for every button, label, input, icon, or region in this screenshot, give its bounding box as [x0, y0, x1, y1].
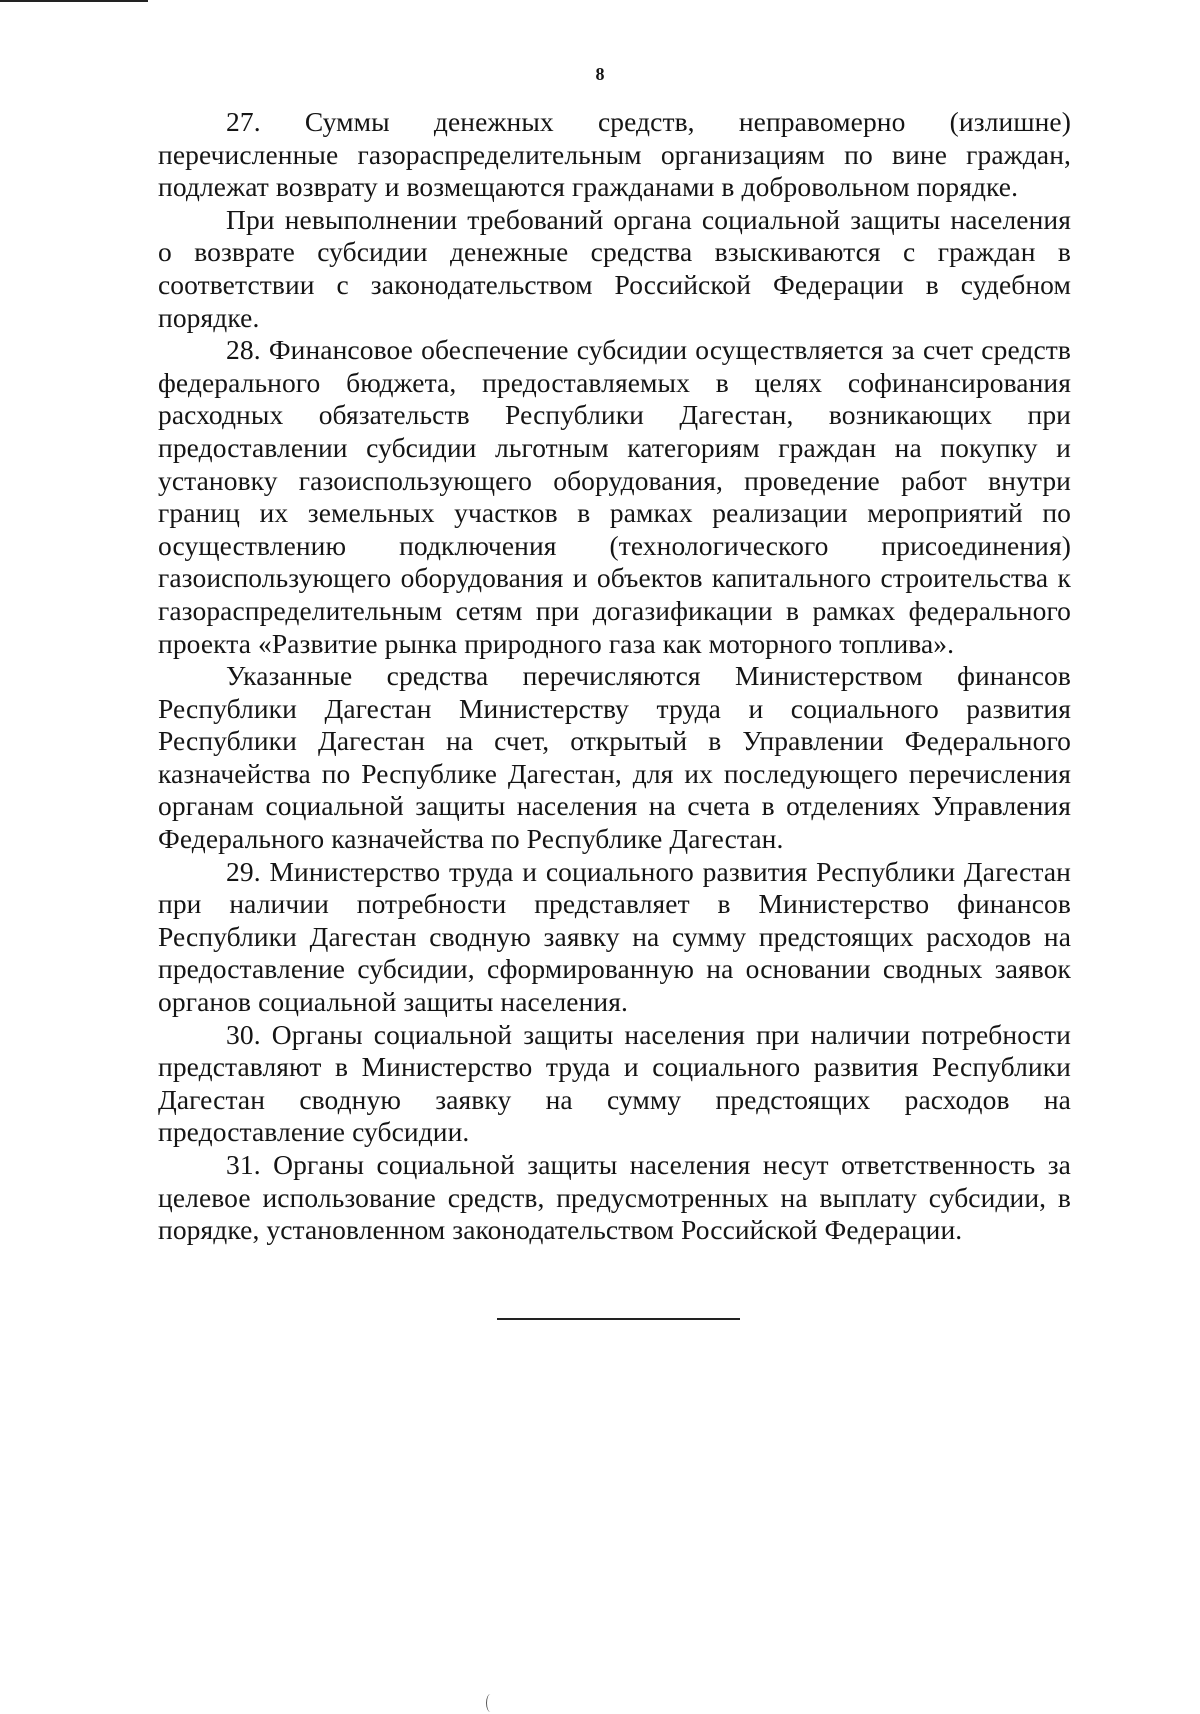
- paragraph-27: 27. Суммы денежных средств, неправомерно (излишне) перечисленные газораспределительным организациям по вине граждан, подлежат возврату и возмещаются гражданами в добровольном порядке.: [158, 106, 1071, 203]
- paragraph-31: 31. Органы социальной защиты населения несут ответственность за целевое использование средств, предусмотренных на выплату субсидии, в порядке, установленном законодательством Российской Федерации.: [158, 1149, 1071, 1246]
- scan-edge-line: [0, 0, 148, 2]
- paragraph-28: 28. Финансовое обеспечение субсидии осуществляется за счет средств федерального бюджета, предоставляемых в целях софинансирования расходных обязательств Республики Дагестан, возникающих при предоставлении субсидии льготным категориям граждан на покупку и установку газоиспользующего оборудования, проведение работ внутри границ их земельных участков в рамках реализации мероприятий по осуществлению подключения (технологического присоединения) газоиспользующего оборудования и объектов капитального строительства к газораспределительным сетям при догазификации в рамках федерального проекта «Развитие рынка природного газа как моторного топлива».: [158, 334, 1071, 659]
- paragraph-30: 30. Органы социальной защиты населения при наличии потребности представляют в Министерство труда и социального развития Республики Дагестан сводную заявку на сумму предстоящих расходов на предоставление субсидии.: [158, 1018, 1071, 1148]
- paragraph-28-continuation: Указанные средства перечисляются Министерством финансов Республики Дагестан Министерству труда и социального развития Республики Дагестан на счет, открытый в Управлении Федерального казначейства по Республике Дагестан, для их последующего перечисления органам социальной защиты населения на счета в отделениях Управления Федерального казначейства по Республике Дагестан.: [158, 660, 1071, 855]
- paragraph-29: 29. Министерство труда и социального развития Республики Дагестан при наличии потребности представляет в Министерство финансов Республики Дагестан сводную заявку на сумму предстоящих расходов на предоставление субсидии, сформированную на основании сводных заявок органов социальной защиты населения.: [158, 855, 1071, 1018]
- page-number: 8: [595, 64, 605, 84]
- paragraph-27-continuation: При невыполнении требований органа социальной защиты населения о возврате субсидии денежные средства взыскиваются с граждан в соответствии с законодательством Российской Федерации в судебном порядке.: [158, 203, 1071, 333]
- end-of-document-rule: [497, 1318, 740, 1320]
- document-body: [158, 106, 1071, 1247]
- scan-mark: [486, 1694, 495, 1712]
